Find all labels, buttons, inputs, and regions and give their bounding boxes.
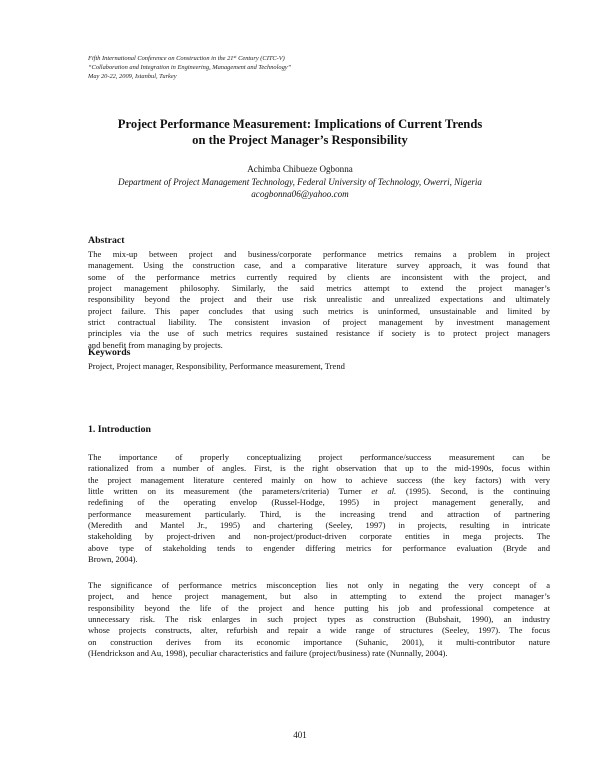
- intro-line: on construction derives from its economic importance (Suhanic, 2001), it multi-contributor nature: [88, 636, 550, 647]
- intro-line: performance measurement particularly. Third, is the increasing trend and attraction of partnering: [88, 508, 550, 519]
- conference-theme: “Collaboration and Integration in Engineering, Management and Technology”: [88, 64, 292, 71]
- abstract-line: project failure. This paper concludes that using such metrics is uninformed, unsustainable and limited by: [88, 305, 550, 316]
- keywords-heading: Keywords: [88, 347, 131, 358]
- abstract-line: and benefit from managing by projects.: [88, 339, 223, 350]
- intro-line: rationalized from a number of angles. First, is the right observation that up to the mid-1990s, focus within: [88, 463, 550, 474]
- intro-line-tail: (1995). Second, is the continuing: [396, 486, 550, 497]
- title-line-2: on the Project Manager’s Responsibility: [192, 133, 408, 147]
- title-line-1: Project Performance Measurement: Implications of Current Trends: [117, 117, 483, 131]
- abstract-line: principles via the use of such metrics requires sustained resistance if society is to protect project managers: [88, 328, 550, 339]
- paper-title: [60, 116, 540, 148]
- intro-line: (Meredith and Mantel Jr., 1995) and chartering (Seeley, 1997) in projects, resulting in intricate: [88, 520, 550, 531]
- intro-line: whose projects constructs, alter, refurbish and repair a wide range of structures (Seeley, 1997). The focus: [88, 625, 550, 636]
- keywords-text: Project, Project manager, Responsibility, Performance measurement, Trend: [88, 361, 345, 371]
- introduction-heading: 1. Introduction: [88, 424, 151, 435]
- intro-line: The significance of performance metrics misconception lies not only in negating the very concept of a: [88, 580, 550, 590]
- abstract-line: some of the performance metrics currently required by clients are inconsistent with the project, and: [88, 271, 550, 282]
- intro-line: redefining of the operating envelop (Russel-Hodge, 1995) in project management generally, and: [88, 497, 550, 508]
- conference-date-place: May 20-22, 2009, Istanbul, Turkey: [88, 73, 177, 80]
- author-name: Achimba Chibueze Ogbonna: [247, 164, 353, 174]
- abstract-line: The mix-up between project and business/corporate performance metrics remains a problem in project: [88, 249, 550, 259]
- author-block: [60, 163, 540, 201]
- conference-header: [88, 52, 508, 81]
- page-number: 401: [293, 730, 307, 740]
- abstract-body: [88, 249, 550, 351]
- conference-name: Fifth International Conference on Construction in the 21st Century (CITC-V): [88, 54, 285, 62]
- intro-line: project, and hence project management, but also in attempting to extend the project manager’s: [88, 591, 550, 602]
- intro-line: unnecessary risk. The risk enlarges in such project types as construction (Bubshait, 1990), an industry: [88, 614, 550, 625]
- abstract-line: project management philosophy. Similarly, the said metrics attempt to extend the project manager’s: [88, 283, 550, 294]
- intro-line: (Hendrickson and Au, 1998), peculiar characteristics and failure (project/business) rate (Nunnally, 2004).: [88, 648, 448, 659]
- abstract-line: strict contractual liability. The consistent invasion of project management by investment management: [88, 317, 550, 328]
- intro-line: The importance of properly conceptualizing project performance/success measurement can be: [88, 452, 550, 462]
- intro-line: Brown, 2004).: [88, 554, 138, 565]
- intro-line: [88, 486, 550, 497]
- abstract-line: responsibility beyond the project and their use risk unrealistic and unrealized expectations and ultimately: [88, 294, 550, 305]
- abstract-line: management. Using the construction case, and a comparative literature survey approach, it was found that: [88, 260, 550, 271]
- intro-line: stakeholding by project-driven and non-project/product-driven corporate entities in mega projects. The: [88, 531, 550, 542]
- introduction-paragraph-1: [88, 452, 550, 565]
- introduction-paragraph-2: [88, 580, 550, 659]
- author-affiliation: Department of Project Management Technology, Federal University of Technology, Owerri, Nigeria: [118, 176, 482, 187]
- author-email: acogbonna06@yahoo.com: [251, 189, 349, 199]
- intro-line: above type of stakeholding tends to engender differing metrics for performance evaluation (Bryde and: [88, 542, 550, 553]
- intro-line: responsibility beyond the life of the project and hence putting his job and professional competence at: [88, 602, 550, 613]
- keywords-body: [88, 361, 550, 372]
- intro-citation-italic: et al.: [371, 486, 397, 497]
- intro-line: the project management literature centered mainly on how to achieve success (the key factors) with very: [88, 474, 550, 485]
- intro-line-text: little written on its measurement (the parameters/criteria) Turner: [88, 486, 372, 497]
- abstract-heading: Abstract: [88, 235, 125, 246]
